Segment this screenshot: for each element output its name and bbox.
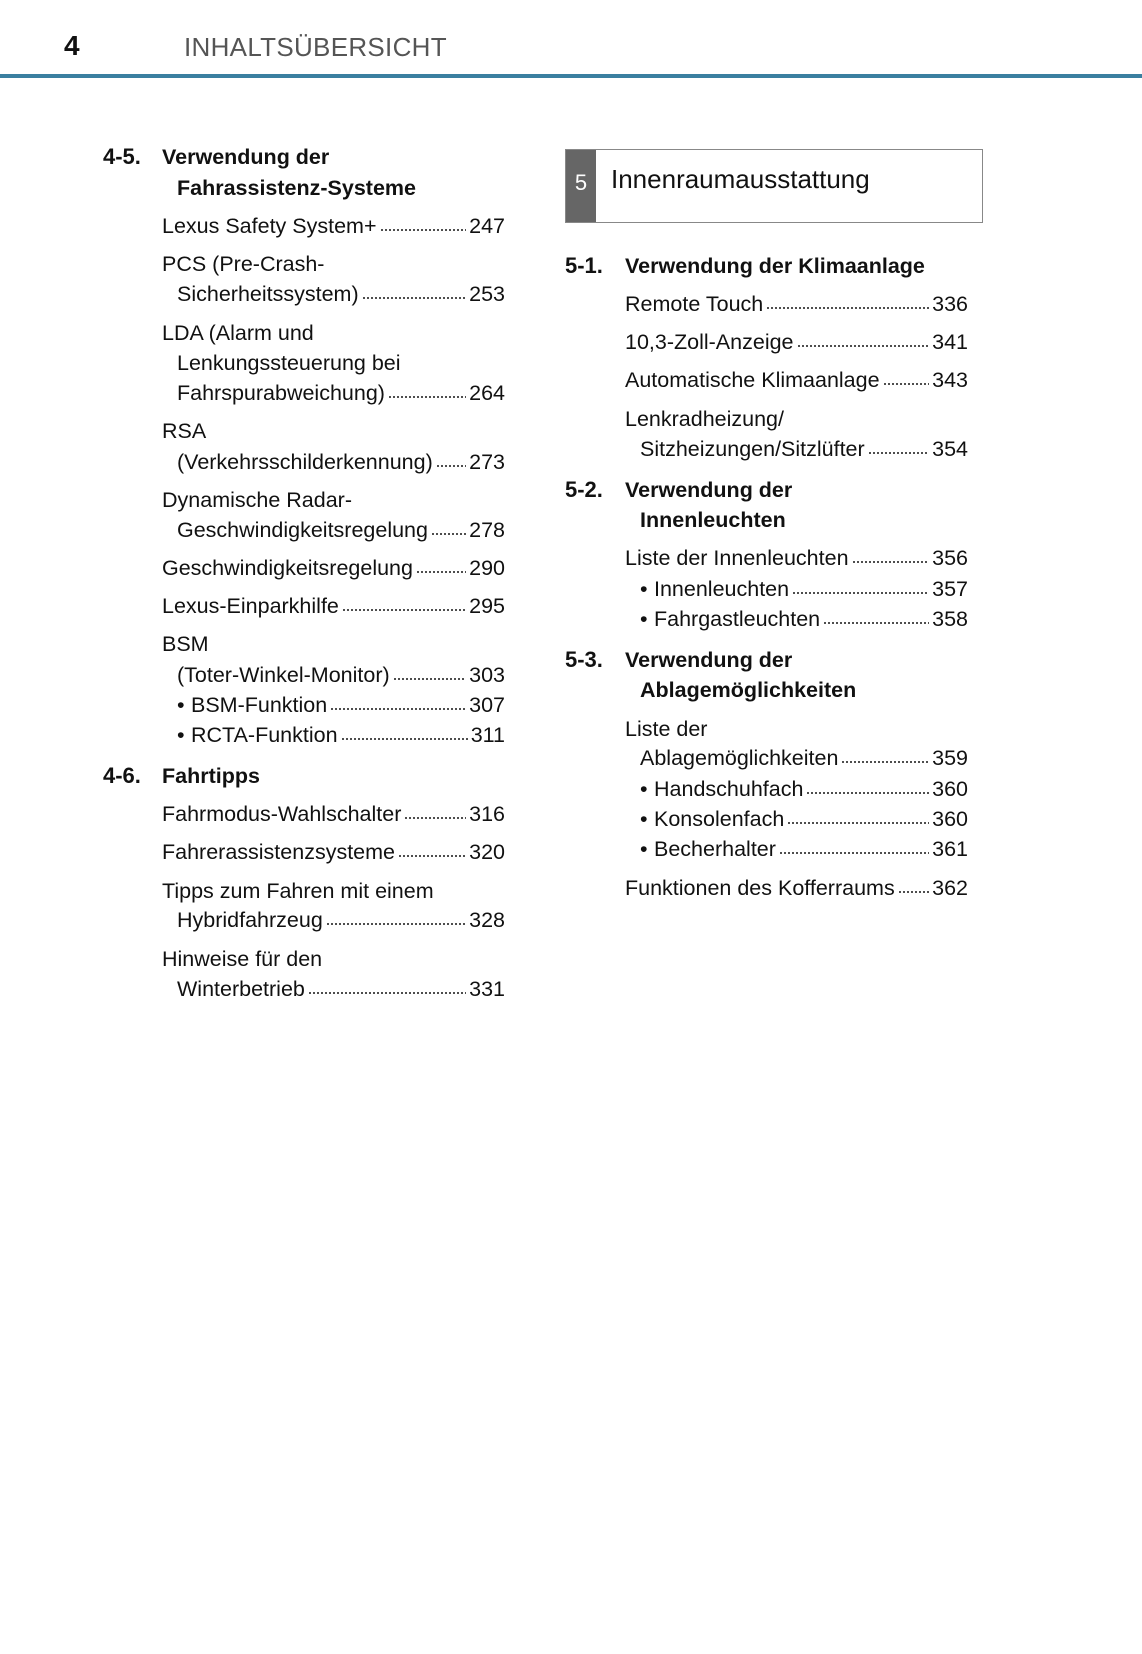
- section-title-line: Verwendung der: [625, 648, 793, 672]
- section-number: 4-5.: [103, 144, 141, 169]
- toc-entry-line[interactable]: [162, 417, 505, 445]
- section-title: [162, 762, 505, 790]
- entry-page: 303: [469, 663, 505, 687]
- entry-text: Fahrgastleuchten: [654, 607, 821, 631]
- toc-entry[interactable]: [177, 661, 505, 689]
- toc-entry[interactable]: [625, 328, 968, 356]
- entry-page: 290: [469, 556, 505, 580]
- entry-page: 328: [469, 908, 505, 932]
- entry-text: Lexus-Einparkhilfe: [162, 594, 339, 618]
- entry-page: 331: [469, 977, 505, 1001]
- toc-entry[interactable]: [162, 554, 505, 582]
- section-number: 4-6.: [103, 763, 141, 788]
- dot-leader: [326, 906, 466, 926]
- chapter-box: [565, 149, 983, 223]
- entry-page: 247: [469, 214, 505, 238]
- toc-subentry[interactable]: [640, 805, 968, 833]
- entry-page: 295: [469, 594, 505, 618]
- toc-entry[interactable]: [640, 435, 968, 463]
- section-title: [625, 252, 968, 280]
- toc-subentry[interactable]: [640, 575, 968, 603]
- dot-leader: [823, 605, 929, 625]
- dot-leader: [431, 516, 466, 536]
- entry-text: Geschwindigkeitsregelung: [162, 556, 413, 580]
- entry-text: Fahrspurabweichung): [177, 381, 385, 405]
- bullet-icon: •: [177, 723, 185, 747]
- toc-entry[interactable]: [162, 838, 505, 866]
- toc-entry[interactable]: [625, 366, 968, 394]
- section-title: [177, 174, 505, 202]
- entry-text: Handschuhfach: [654, 777, 804, 801]
- section-title-line: Innenleuchten: [640, 508, 786, 532]
- entry-text: RCTA-Funktion: [191, 723, 338, 747]
- entry-page: 320: [469, 840, 505, 864]
- toc-subentry[interactable]: [640, 605, 968, 633]
- dot-leader: [792, 575, 929, 595]
- toc-entry[interactable]: [177, 280, 505, 308]
- section-title-line: Fahrtipps: [162, 764, 260, 788]
- toc-entry[interactable]: [177, 516, 505, 544]
- entry-text: Remote Touch: [625, 292, 764, 316]
- entry-page: 307: [469, 693, 505, 717]
- entry-text: 10,3-Zoll-Anzeige: [625, 330, 794, 354]
- toc-entry[interactable]: [177, 379, 505, 407]
- entry-page: 359: [932, 746, 968, 770]
- toc-subentry[interactable]: [177, 721, 505, 749]
- entry-text: Fahrerassistenzsysteme: [162, 840, 395, 864]
- toc-entry-line[interactable]: [162, 319, 505, 347]
- entry-page: 358: [932, 607, 968, 631]
- toc-subentry[interactable]: [640, 835, 968, 863]
- entry-page: 264: [469, 381, 505, 405]
- toc-entry[interactable]: [162, 592, 505, 620]
- dot-leader: [388, 379, 466, 399]
- dot-leader: [787, 805, 929, 825]
- bullet-icon: •: [640, 607, 648, 631]
- entry-text: BSM-Funktion: [191, 693, 328, 717]
- entry-text: BSM: [162, 632, 209, 656]
- entry-text: RSA: [162, 419, 207, 443]
- section-title: [625, 646, 968, 674]
- entry-text: Lexus Safety System+: [162, 214, 377, 238]
- toc-entry-line[interactable]: [162, 630, 505, 658]
- toc-subentry[interactable]: [177, 691, 505, 719]
- bullet-icon: •: [640, 837, 648, 861]
- dot-leader: [341, 721, 468, 741]
- entry-text: Lenkungssteuerung bei: [177, 351, 401, 375]
- toc-entry[interactable]: [177, 975, 505, 1003]
- toc-entry-line[interactable]: [162, 945, 505, 973]
- dot-leader: [766, 290, 929, 310]
- entry-text: Becherhalter: [654, 837, 776, 861]
- toc-entry-line[interactable]: [162, 877, 505, 905]
- dot-leader: [806, 775, 929, 795]
- dot-leader: [852, 544, 930, 564]
- entry-text: Liste der: [625, 717, 708, 741]
- section-number: 5-1.: [565, 253, 603, 278]
- entry-page: 336: [932, 292, 968, 316]
- entry-text: Fahrmodus-Wahlschalter: [162, 802, 402, 826]
- toc-subentry[interactable]: [640, 775, 968, 803]
- entry-page: 273: [469, 450, 505, 474]
- page-number: 4: [64, 30, 80, 61]
- bullet-icon: •: [640, 777, 648, 801]
- entry-text: Sitzheizungen/Sitzlüfter: [640, 437, 865, 461]
- entry-page: 354: [932, 437, 968, 461]
- entry-text: Automatische Klimaanlage: [625, 368, 880, 392]
- toc-entry[interactable]: [625, 544, 968, 572]
- entry-page: 362: [932, 876, 968, 900]
- section-title: [640, 506, 968, 534]
- entry-text: Funktionen des Kofferraums: [625, 876, 895, 900]
- toc-entry[interactable]: [177, 448, 505, 476]
- toc-entry-line[interactable]: [177, 349, 505, 377]
- section-title-line: Verwendung der: [162, 145, 330, 169]
- dot-leader: [342, 592, 466, 612]
- dot-leader: [797, 328, 930, 348]
- section-title: [625, 476, 968, 504]
- entry-page: 356: [932, 546, 968, 570]
- section-number: 5-2.: [565, 477, 603, 502]
- entry-text: Dynamische Radar-: [162, 488, 352, 512]
- section-number: 5-3.: [565, 647, 603, 672]
- entry-text: Winterbetrieb: [177, 977, 305, 1001]
- dot-leader: [308, 975, 466, 995]
- dot-leader: [362, 280, 467, 300]
- entry-page: 341: [932, 330, 968, 354]
- entry-text: Hinweise für den: [162, 947, 323, 971]
- toc-entry[interactable]: [162, 212, 505, 240]
- entry-text: (Verkehrsschilderkennung): [177, 450, 433, 474]
- toc-entry-line[interactable]: [162, 250, 505, 278]
- toc-entry[interactable]: [162, 800, 505, 828]
- entry-text: Innenleuchten: [654, 577, 790, 601]
- section-title: [640, 676, 968, 704]
- entry-text: Hybridfahrzeug: [177, 908, 323, 932]
- entry-text: PCS (Pre-Crash-: [162, 252, 325, 276]
- dot-leader: [883, 366, 930, 386]
- dot-leader: [416, 554, 466, 574]
- bullet-icon: •: [177, 693, 185, 717]
- dot-leader: [868, 435, 929, 455]
- bullet-icon: •: [640, 807, 648, 831]
- section-title-line: Fahrassistenz-Systeme: [177, 176, 416, 200]
- dot-leader: [436, 448, 466, 468]
- entry-page: 357: [932, 577, 968, 601]
- entry-page: 278: [469, 518, 505, 542]
- dot-leader: [841, 744, 929, 764]
- entry-page: 360: [932, 807, 968, 831]
- entry-page: 360: [932, 777, 968, 801]
- page-header-title: INHALTSÜBERSICHT: [184, 32, 447, 62]
- entry-text: Sicherheitssystem): [177, 282, 359, 306]
- section-title-line: Ablagemöglichkeiten: [640, 678, 857, 702]
- section-title: [162, 143, 505, 171]
- toc-entry-line[interactable]: [625, 715, 968, 743]
- entry-page: 316: [469, 802, 505, 826]
- entry-text: Lenkradheizung/: [625, 407, 784, 431]
- section-title-line: Verwendung der Klimaanlage: [625, 254, 925, 278]
- toc-entry[interactable]: [625, 874, 968, 902]
- toc-entry[interactable]: [625, 290, 968, 318]
- entry-text: Geschwindigkeitsregelung: [177, 518, 428, 542]
- section-title-line: Verwendung der: [625, 478, 793, 502]
- toc-entry-line[interactable]: [625, 405, 968, 433]
- toc-entry[interactable]: [640, 744, 968, 772]
- entry-text: (Toter-Winkel-Monitor): [177, 663, 390, 687]
- dot-leader: [398, 838, 466, 858]
- dot-leader: [779, 835, 929, 855]
- chapter-number: 5: [566, 150, 596, 222]
- dot-leader: [393, 661, 466, 681]
- entry-page: 253: [469, 282, 505, 306]
- chapter-title: Innenraumausstattung: [611, 164, 870, 194]
- dot-leader: [404, 800, 466, 820]
- toc-entry[interactable]: [177, 906, 505, 934]
- dot-leader: [898, 874, 929, 894]
- bullet-icon: •: [640, 577, 648, 601]
- entry-page: 343: [932, 368, 968, 392]
- entry-text: LDA (Alarm und: [162, 321, 314, 345]
- entry-text: Konsolenfach: [654, 807, 785, 831]
- header-rule: [0, 74, 1142, 78]
- dot-leader: [330, 691, 466, 711]
- entry-text: Ablagemöglichkeiten: [640, 746, 839, 770]
- entry-text: Tipps zum Fahren mit einem: [162, 879, 434, 903]
- entry-page: 311: [470, 723, 505, 747]
- toc-entry-line[interactable]: [162, 486, 505, 514]
- entry-page: 361: [932, 837, 968, 861]
- dot-leader: [380, 212, 467, 232]
- entry-text: Liste der Innenleuchten: [625, 546, 849, 570]
